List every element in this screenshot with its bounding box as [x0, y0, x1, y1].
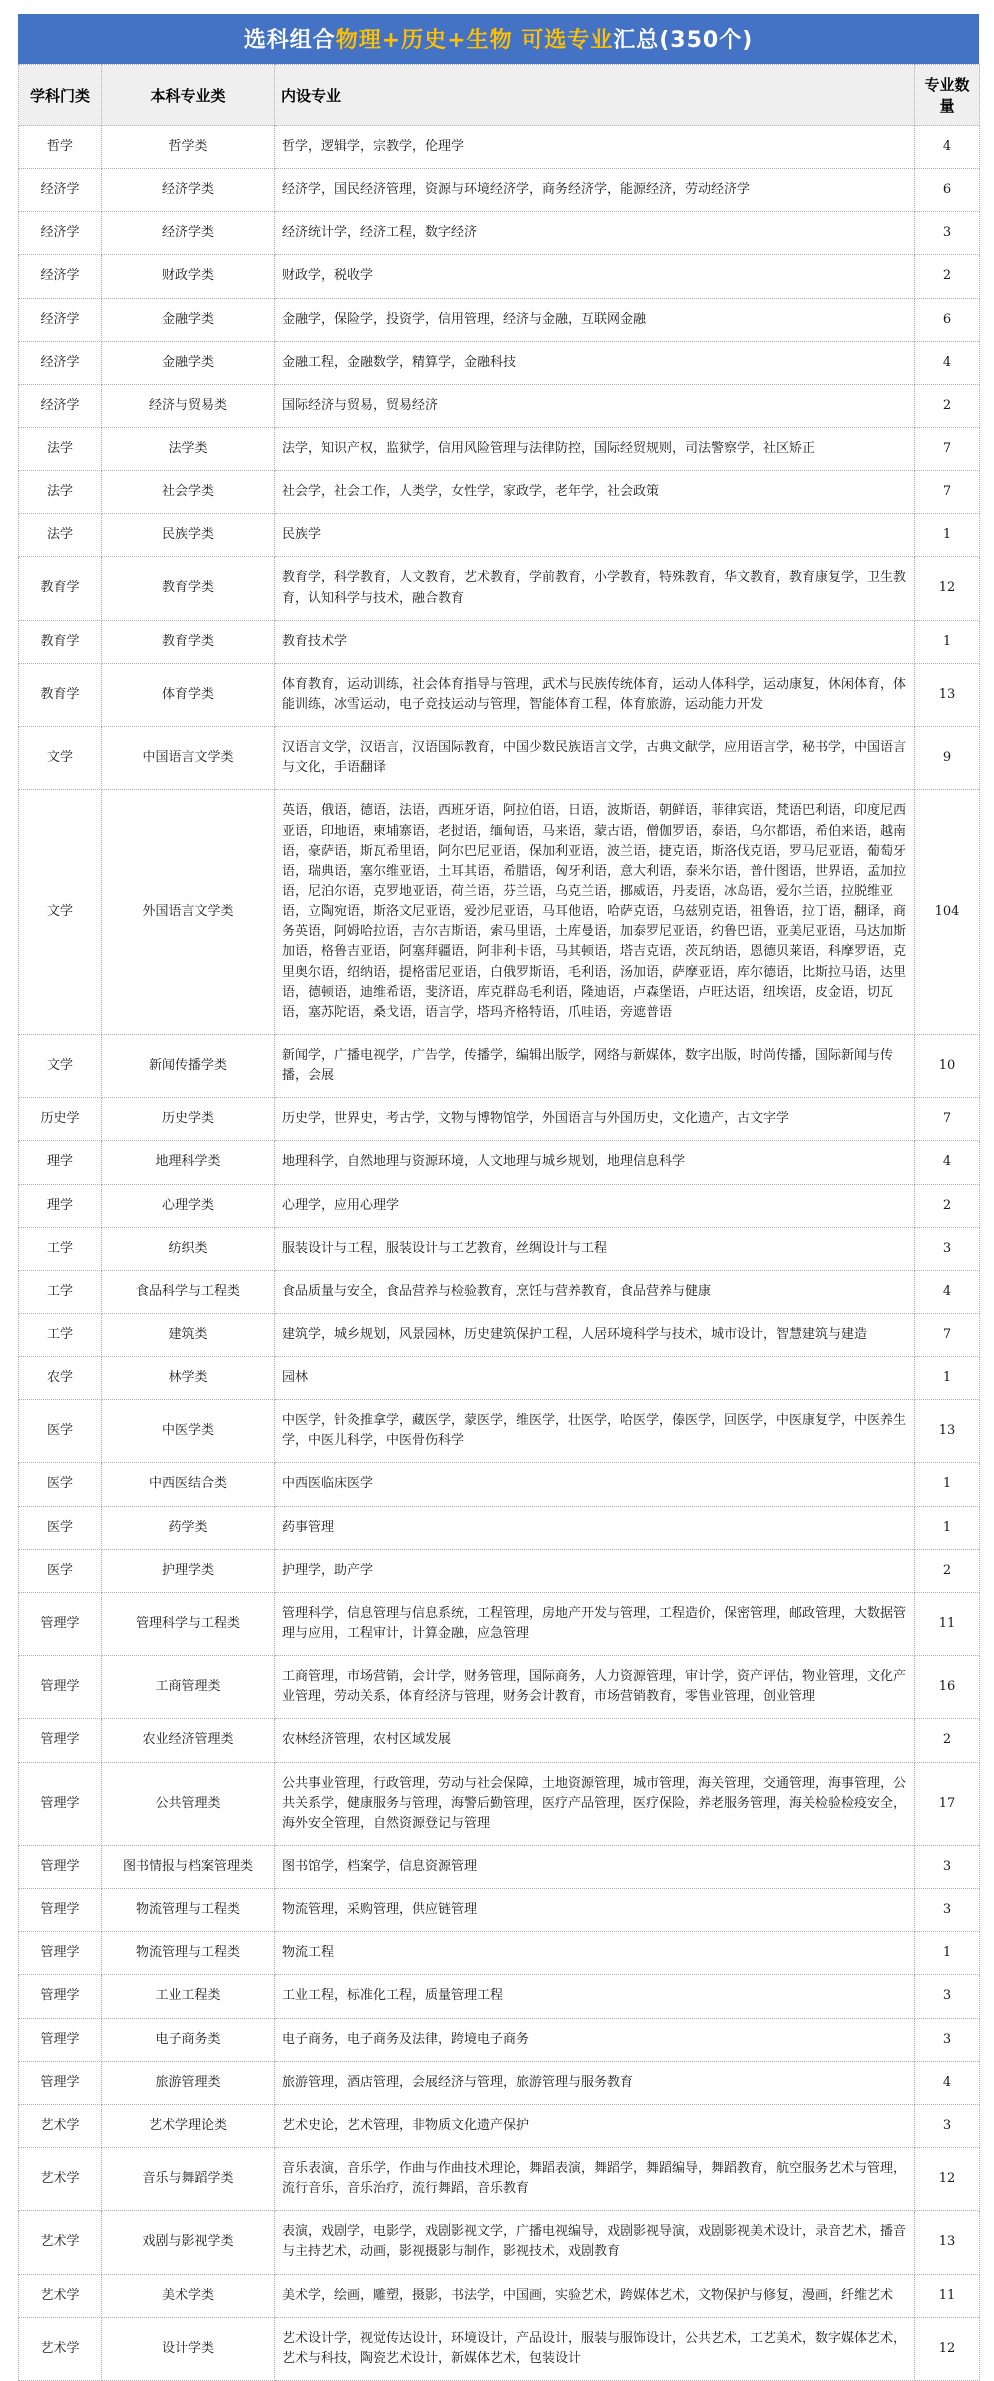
cell-majors: 经济统计学，经济工程，数字经济 [275, 212, 915, 255]
majors-table [18, 64, 980, 2381]
cell-count: 3 [915, 2018, 980, 2061]
table-row [19, 298, 980, 341]
cell-major-class: 金融学类 [102, 298, 275, 341]
cell-major-class: 戏剧与影视学类 [102, 2211, 275, 2274]
cell-major-class: 药学类 [102, 1506, 275, 1549]
cell-count: 1 [915, 1357, 980, 1400]
cell-count: 3 [915, 2104, 980, 2147]
cell-major-class: 历史学类 [102, 1098, 275, 1141]
cell-major-class: 音乐与舞蹈学类 [102, 2148, 275, 2211]
cell-major-class: 金融学类 [102, 341, 275, 384]
table-row [19, 1098, 980, 1141]
table-row [19, 2317, 980, 2380]
cell-count: 2 [915, 1719, 980, 1762]
table-row [19, 1932, 980, 1975]
cell-majors: 旅游管理，酒店管理，会展经济与管理，旅游管理与服务教育 [275, 2061, 915, 2104]
cell-majors: 电子商务，电子商务及法律，跨境电子商务 [275, 2018, 915, 2061]
cell-category: 艺术学 [19, 2317, 102, 2380]
cell-majors: 服装设计与工程，服装设计与工艺教育，丝绸设计与工程 [275, 1227, 915, 1270]
cell-majors: 社会学，社会工作，人类学，女性学，家政学，老年学，社会政策 [275, 471, 915, 514]
cell-category: 经济学 [19, 341, 102, 384]
cell-count: 12 [915, 557, 980, 620]
cell-major-class: 经济学类 [102, 169, 275, 212]
cell-category: 经济学 [19, 255, 102, 298]
cell-major-class: 中西医结合类 [102, 1463, 275, 1506]
col-header-majors: 内设专业 [275, 65, 915, 126]
cell-major-class: 法学类 [102, 427, 275, 470]
table-row [19, 384, 980, 427]
cell-major-class: 管理科学与工程类 [102, 1592, 275, 1655]
cell-category: 管理学 [19, 2018, 102, 2061]
cell-category: 经济学 [19, 384, 102, 427]
cell-majors: 建筑学，城乡规划，风景园林，历史建筑保护工程，人居环境科学与技术，城市设计，智慧建筑与建造 [275, 1313, 915, 1356]
table-row [19, 1400, 980, 1463]
cell-major-class: 图书情报与档案管理类 [102, 1846, 275, 1889]
cell-count: 3 [915, 1889, 980, 1932]
cell-category: 文学 [19, 790, 102, 1035]
cell-major-class: 哲学类 [102, 126, 275, 169]
cell-count: 2 [915, 1549, 980, 1592]
table-row [19, 1141, 980, 1184]
table-row [19, 1270, 980, 1313]
cell-category: 医学 [19, 1549, 102, 1592]
cell-category: 理学 [19, 1141, 102, 1184]
cell-major-class: 民族学类 [102, 514, 275, 557]
cell-category: 管理学 [19, 1656, 102, 1719]
table-row [19, 1313, 980, 1356]
cell-count: 17 [915, 1762, 980, 1845]
cell-category: 农学 [19, 1357, 102, 1400]
cell-category: 医学 [19, 1400, 102, 1463]
cell-count: 6 [915, 298, 980, 341]
cell-majors: 国际经济与贸易，贸易经济 [275, 384, 915, 427]
table-row [19, 2104, 980, 2147]
table-row [19, 471, 980, 514]
cell-count: 11 [915, 2274, 980, 2317]
cell-majors: 美术学，绘画，雕塑，摄影，书法学，中国画，实验艺术，跨媒体艺术，文物保护与修复，漫画，纤维艺术 [275, 2274, 915, 2317]
title-suffix: 汇总(350个) [613, 28, 754, 53]
cell-majors: 经济学，国民经济管理，资源与环境经济学，商务经济学，能源经济，劳动经济学 [275, 169, 915, 212]
cell-major-class: 设计学类 [102, 2317, 275, 2380]
cell-category: 管理学 [19, 2061, 102, 2104]
cell-count: 9 [915, 727, 980, 790]
cell-category: 经济学 [19, 298, 102, 341]
cell-major-class: 新闻传播学类 [102, 1034, 275, 1097]
table-row [19, 2018, 980, 2061]
cell-major-class: 教育学类 [102, 557, 275, 620]
cell-category: 法学 [19, 471, 102, 514]
cell-majors: 财政学，税收学 [275, 255, 915, 298]
cell-majors: 食品质量与安全，食品营养与检验教育，烹饪与营养教育，食品营养与健康 [275, 1270, 915, 1313]
cell-category: 经济学 [19, 169, 102, 212]
cell-count: 11 [915, 1592, 980, 1655]
table-row [19, 2061, 980, 2104]
cell-count: 2 [915, 255, 980, 298]
cell-major-class: 公共管理类 [102, 1762, 275, 1845]
table-row [19, 255, 980, 298]
cell-major-class: 财政学类 [102, 255, 275, 298]
cell-major-class: 美术学类 [102, 2274, 275, 2317]
cell-category: 艺术学 [19, 2274, 102, 2317]
cell-majors: 农林经济管理，农村区域发展 [275, 1719, 915, 1762]
cell-category: 教育学 [19, 663, 102, 726]
table-row [19, 1846, 980, 1889]
cell-category: 管理学 [19, 1889, 102, 1932]
table-row [19, 427, 980, 470]
table-row [19, 1656, 980, 1719]
cell-category: 法学 [19, 514, 102, 557]
cell-major-class: 旅游管理类 [102, 2061, 275, 2104]
cell-count: 4 [915, 2061, 980, 2104]
page-title [18, 14, 979, 64]
cell-category: 文学 [19, 1034, 102, 1097]
cell-major-class: 工商管理类 [102, 1656, 275, 1719]
cell-count: 2 [915, 384, 980, 427]
table-row [19, 1549, 980, 1592]
table-row [19, 1227, 980, 1270]
cell-majors: 新闻学，广播电视学，广告学，传播学，编辑出版学，网络与新媒体，数字出版，时尚传播，国际新闻与传播，会展 [275, 1034, 915, 1097]
cell-category: 工学 [19, 1270, 102, 1313]
cell-major-class: 外国语言文学类 [102, 790, 275, 1035]
table-row [19, 1975, 980, 2018]
cell-count: 4 [915, 126, 980, 169]
cell-major-class: 社会学类 [102, 471, 275, 514]
table-row [19, 1357, 980, 1400]
cell-category: 管理学 [19, 1975, 102, 2018]
cell-category: 教育学 [19, 557, 102, 620]
title-highlight: 物理+历史+生物 可选专业 [335, 28, 614, 53]
cell-count: 104 [915, 790, 980, 1035]
cell-major-class: 中国语言文学类 [102, 727, 275, 790]
table-row [19, 1506, 980, 1549]
table-row [19, 1184, 980, 1227]
cell-count: 13 [915, 2211, 980, 2274]
cell-category: 管理学 [19, 1932, 102, 1975]
cell-count: 1 [915, 1506, 980, 1549]
cell-count: 12 [915, 2148, 980, 2211]
cell-major-class: 建筑类 [102, 1313, 275, 1356]
cell-major-class: 食品科学与工程类 [102, 1270, 275, 1313]
cell-count: 12 [915, 2317, 980, 2380]
cell-category: 管理学 [19, 1719, 102, 1762]
cell-majors: 物流工程 [275, 1932, 915, 1975]
cell-major-class: 地理科学类 [102, 1141, 275, 1184]
cell-majors: 护理学，助产学 [275, 1549, 915, 1592]
col-header-major-class: 本科专业类 [102, 65, 275, 126]
table-row [19, 2274, 980, 2317]
cell-majors: 药事管理 [275, 1506, 915, 1549]
table-row [19, 1034, 980, 1097]
cell-category: 法学 [19, 427, 102, 470]
cell-count: 3 [915, 1846, 980, 1889]
cell-major-class: 中医学类 [102, 1400, 275, 1463]
table-row [19, 1592, 980, 1655]
cell-category: 文学 [19, 727, 102, 790]
cell-majors: 物流管理，采购管理，供应链管理 [275, 1889, 915, 1932]
table-row [19, 1889, 980, 1932]
cell-majors: 哲学，逻辑学，宗教学，伦理学 [275, 126, 915, 169]
cell-category: 医学 [19, 1506, 102, 1549]
col-header-category: 学科门类 [19, 65, 102, 126]
cell-count: 3 [915, 1975, 980, 2018]
cell-major-class: 纺织类 [102, 1227, 275, 1270]
cell-majors: 工业工程，标准化工程，质量管理工程 [275, 1975, 915, 2018]
cell-majors: 教育学，科学教育，人文教育，艺术教育，学前教育，小学教育，特殊教育，华文教育，教育康复学，卫生教育，认知科学与技术，融合教育 [275, 557, 915, 620]
cell-count: 1 [915, 514, 980, 557]
cell-count: 6 [915, 169, 980, 212]
cell-major-class: 教育学类 [102, 620, 275, 663]
cell-majors: 音乐表演，音乐学，作曲与作曲技术理论，舞蹈表演，舞蹈学，舞蹈编导，舞蹈教育，航空服务艺术与管理，流行音乐，音乐治疗，流行舞蹈，音乐教育 [275, 2148, 915, 2211]
table-row [19, 341, 980, 384]
cell-major-class: 林学类 [102, 1357, 275, 1400]
cell-major-class: 心理学类 [102, 1184, 275, 1227]
cell-category: 经济学 [19, 212, 102, 255]
table-body [19, 126, 980, 2381]
cell-category: 工学 [19, 1227, 102, 1270]
cell-category: 历史学 [19, 1098, 102, 1141]
cell-category: 艺术学 [19, 2211, 102, 2274]
cell-category: 教育学 [19, 620, 102, 663]
cell-majors: 艺术设计学，视觉传达设计，环境设计，产品设计，服装与服饰设计，公共艺术，工艺美术，数字媒体艺术，艺术与科技，陶瓷艺术设计，新媒体艺术，包装设计 [275, 2317, 915, 2380]
cell-major-class: 护理学类 [102, 1549, 275, 1592]
cell-count: 7 [915, 1098, 980, 1141]
cell-majors: 历史学，世界史，考古学，文物与博物馆学，外国语言与外国历史，文化遗产，古文字学 [275, 1098, 915, 1141]
cell-count: 1 [915, 620, 980, 663]
cell-major-class: 电子商务类 [102, 2018, 275, 2061]
cell-count: 7 [915, 471, 980, 514]
table-row [19, 1762, 980, 1845]
table-row [19, 557, 980, 620]
cell-count: 4 [915, 1141, 980, 1184]
table-row [19, 212, 980, 255]
cell-majors: 艺术史论，艺术管理，非物质文化遗产保护 [275, 2104, 915, 2147]
cell-majors: 表演，戏剧学，电影学，戏剧影视文学，广播电视编导，戏剧影视导演，戏剧影视美术设计，录音艺术，播音与主持艺术，动画，影视摄影与制作，影视技术，戏剧教育 [275, 2211, 915, 2274]
cell-majors: 民族学 [275, 514, 915, 557]
cell-majors: 汉语言文学，汉语言，汉语国际教育，中国少数民族语言文学，古典文献学，应用语言学，秘书学，中国语言与文化，手语翻译 [275, 727, 915, 790]
table-row [19, 1463, 980, 1506]
table-row [19, 2211, 980, 2274]
cell-majors: 英语，俄语，德语，法语，西班牙语，阿拉伯语，日语，波斯语，朝鲜语，菲律宾语，梵语巴利语，印度尼西亚语，印地语，柬埔寨语，老挝语，缅甸语，马来语，蒙古语，僧伽罗语，泰语，乌尔都语，希伯来语，越南语，豪萨语，斯瓦希里语，阿尔巴尼亚语，保加利亚语，波兰语，捷克语，斯洛伐克语，罗马尼亚语，葡萄牙语，瑞典语，塞尔维亚语，土耳其语，希腊语，匈牙利语，意大利语，泰米尔语，普什图语，世界语，孟加拉语，尼泊尔语，克罗地亚语，荷兰语，芬兰语，乌克兰语，挪威语，丹麦语，冰岛语，爱尔兰语，拉脱维亚语，立陶宛语，斯洛文尼亚语，爱沙尼亚语，马耳他语，哈萨克语，乌兹别克语，祖鲁语，拉丁语，翻译，商务英语，阿姆哈拉语，吉尔吉斯语，索马里语，土库曼语，加泰罗尼亚语，约鲁巴语，亚美尼亚语，马达加斯加语，格鲁吉亚语，阿塞拜疆语，阿非利卡语，马其顿语，塔吉克语，茨瓦纳语，恩德贝莱语，科摩罗语，克里奥尔语，绍纳语，提格雷尼亚语，白俄罗斯语，毛利语，汤加语，萨摩亚语，库尔德语，比斯拉马语，达里语，德顿语，迪维希语，斐济语，库克群岛毛利语，隆迪语，卢森堡语，卢旺达语，纽埃语，皮金语，切瓦语，塞苏陀语，桑戈语，语言学，塔玛齐格特语，爪哇语，旁遮普语 [275, 790, 915, 1035]
table-row [19, 514, 980, 557]
cell-majors: 园林 [275, 1357, 915, 1400]
cell-majors: 中医学，针灸推拿学，藏医学，蒙医学，维医学，壮医学，哈医学，傣医学，回医学，中医康复学，中医养生学，中医儿科学，中医骨伤科学 [275, 1400, 915, 1463]
cell-category: 工学 [19, 1313, 102, 1356]
cell-major-class: 农业经济管理类 [102, 1719, 275, 1762]
cell-category: 艺术学 [19, 2148, 102, 2211]
cell-count: 16 [915, 1656, 980, 1719]
cell-count: 3 [915, 1227, 980, 1270]
cell-majors: 心理学，应用心理学 [275, 1184, 915, 1227]
cell-count: 7 [915, 1313, 980, 1356]
table-row [19, 2148, 980, 2211]
cell-majors: 地理科学，自然地理与资源环境，人文地理与城乡规划，地理信息科学 [275, 1141, 915, 1184]
cell-category: 医学 [19, 1463, 102, 1506]
cell-majors: 工商管理，市场营销，会计学，财务管理，国际商务，人力资源管理，审计学，资产评估，物业管理，文化产业管理，劳动关系，体育经济与管理，财务会计教育，市场营销教育，零售业管理，创业管理 [275, 1656, 915, 1719]
cell-count: 3 [915, 212, 980, 255]
cell-count: 1 [915, 1932, 980, 1975]
cell-count: 2 [915, 1184, 980, 1227]
table-row [19, 126, 980, 169]
col-header-count: 专业数量 [915, 65, 980, 126]
cell-count: 1 [915, 1463, 980, 1506]
table-row [19, 1719, 980, 1762]
cell-majors: 法学，知识产权，监狱学，信用风险管理与法律防控，国际经贸规则，司法警察学，社区矫正 [275, 427, 915, 470]
cell-category: 管理学 [19, 1592, 102, 1655]
table-row [19, 790, 980, 1035]
cell-major-class: 物流管理与工程类 [102, 1889, 275, 1932]
cell-major-class: 经济学类 [102, 212, 275, 255]
cell-majors: 金融学，保险学，投资学，信用管理，经济与金融，互联网金融 [275, 298, 915, 341]
cell-majors: 管理科学，信息管理与信息系统，工程管理，房地产开发与管理，工程造价，保密管理，邮政管理，大数据管理与应用，工程审计，计算金融，应急管理 [275, 1592, 915, 1655]
cell-category: 管理学 [19, 1762, 102, 1845]
table-row [19, 727, 980, 790]
table-row [19, 663, 980, 726]
cell-majors: 中西医临床医学 [275, 1463, 915, 1506]
cell-count: 13 [915, 1400, 980, 1463]
cell-category: 管理学 [19, 1846, 102, 1889]
cell-major-class: 体育学类 [102, 663, 275, 726]
cell-count: 4 [915, 341, 980, 384]
table-row [19, 169, 980, 212]
cell-count: 13 [915, 663, 980, 726]
title-prefix: 选科组合 [243, 28, 336, 53]
cell-major-class: 物流管理与工程类 [102, 1932, 275, 1975]
cell-major-class: 艺术学理论类 [102, 2104, 275, 2147]
cell-count: 10 [915, 1034, 980, 1097]
cell-count: 4 [915, 1270, 980, 1313]
cell-majors: 金融工程，金融数学，精算学，金融科技 [275, 341, 915, 384]
cell-category: 哲学 [19, 126, 102, 169]
cell-category: 理学 [19, 1184, 102, 1227]
cell-category: 艺术学 [19, 2104, 102, 2147]
table-row [19, 620, 980, 663]
cell-count: 7 [915, 427, 980, 470]
table-header-row [19, 65, 980, 126]
cell-major-class: 经济与贸易类 [102, 384, 275, 427]
cell-majors: 公共事业管理，行政管理，劳动与社会保障，土地资源管理，城市管理，海关管理，交通管理，海事管理，公共关系学，健康服务与管理，海警后勤管理，医疗产品管理，医疗保险，养老服务管理，海关检验检疫安全，海外安全管理，自然资源登记与管理 [275, 1762, 915, 1845]
cell-majors: 图书馆学，档案学，信息资源管理 [275, 1846, 915, 1889]
cell-majors: 体育教育，运动训练，社会体育指导与管理，武术与民族传统体育，运动人体科学，运动康复，休闲体育，体能训练，冰雪运动，电子竞技运动与管理，智能体育工程，体育旅游，运动能力开发 [275, 663, 915, 726]
cell-majors: 教育技术学 [275, 620, 915, 663]
cell-major-class: 工业工程类 [102, 1975, 275, 2018]
